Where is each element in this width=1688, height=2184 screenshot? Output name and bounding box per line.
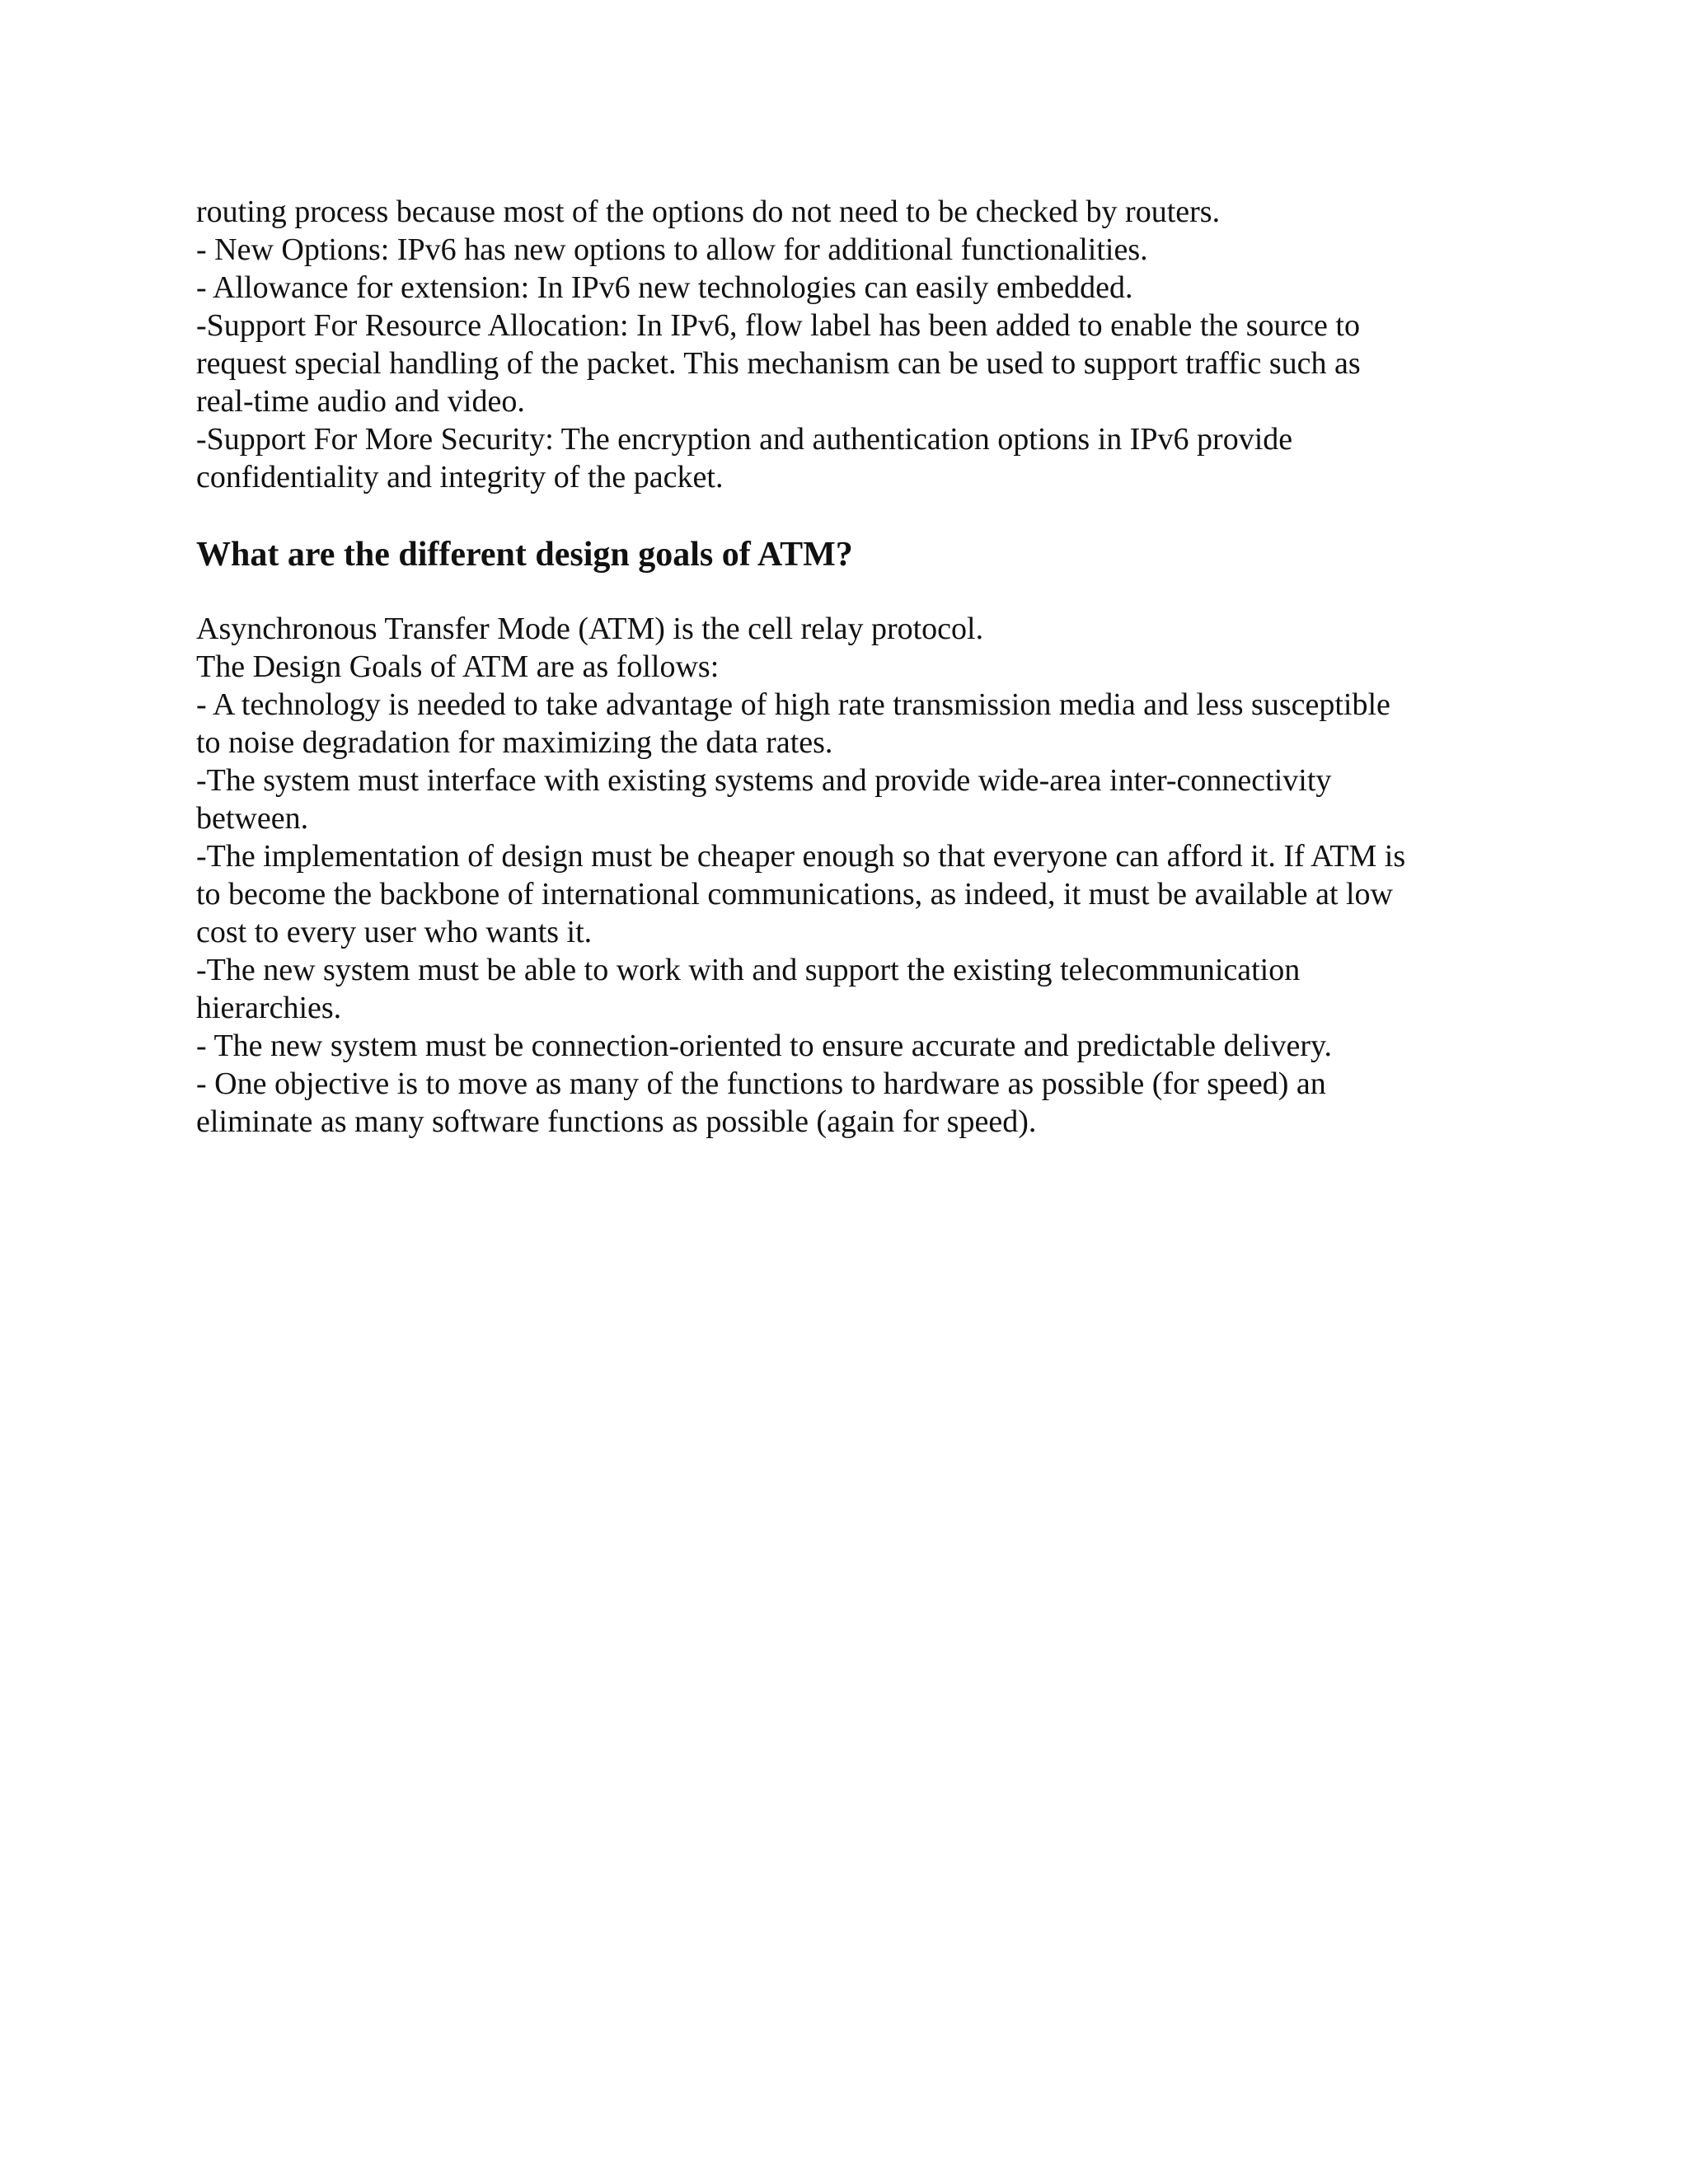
ipv6-advantages-text	[196, 193, 1498, 496]
document-page	[196, 193, 1498, 1141]
text-line: -The new system must be able to work with and support the existing telecommunication	[196, 953, 1301, 987]
text-line: confidentiality and integrity of the packet.	[196, 460, 724, 494]
text-line: - The new system must be connection-oriented to ensure accurate and predictable delivery.	[196, 1029, 1333, 1063]
text-line: routing process because most of the options do not need to be checked by routers.	[196, 194, 1221, 229]
text-line: -Support For More Security: The encryption and authentication options in IPv6 provide	[196, 422, 1293, 457]
text-line: cost to every user who wants it.	[196, 915, 593, 949]
text-line: eliminate as many software functions as possible (again for speed).	[196, 1104, 1037, 1139]
text-line: request special handling of the packet. This mechanism can be used to support traffic such as	[196, 346, 1361, 381]
text-line: Asynchronous Transfer Mode (ATM) is the cell relay protocol.	[196, 612, 984, 646]
text-line: - Allowance for extension: In IPv6 new technologies can easily embedded.	[196, 270, 1133, 305]
text-line: -The system must interface with existing systems and provide wide-area inter-connectivity	[196, 763, 1332, 798]
text-line: hierarchies.	[196, 991, 342, 1025]
text-line: - A technology is needed to take advantage of high rate transmission media and less susceptible	[196, 687, 1390, 722]
text-line: real-time audio and video.	[196, 384, 525, 419]
text-line: The Design Goals of ATM are as follows:	[196, 649, 720, 684]
text-line: -The implementation of design must be cheaper enough so that everyone can afford it. If ATM is	[196, 839, 1406, 874]
text-line: - One objective is to move as many of the functions to hardware as possible (for speed) an	[196, 1066, 1326, 1101]
text-line: to become the backbone of international communications, as indeed, it must be available at low	[196, 877, 1393, 912]
text-line: - New Options: IPv6 has new options to allow for additional functionalities.	[196, 232, 1148, 267]
atm-design-goals-text	[196, 610, 1498, 1141]
text-line: to noise degradation for maximizing the data rates.	[196, 725, 833, 760]
text-line: -Support For Resource Allocation: In IPv6, flow label has been added to enable the source to	[196, 308, 1360, 343]
section-heading: What are the different design goals of ATM?	[196, 536, 853, 574]
text-line: between.	[196, 801, 309, 836]
